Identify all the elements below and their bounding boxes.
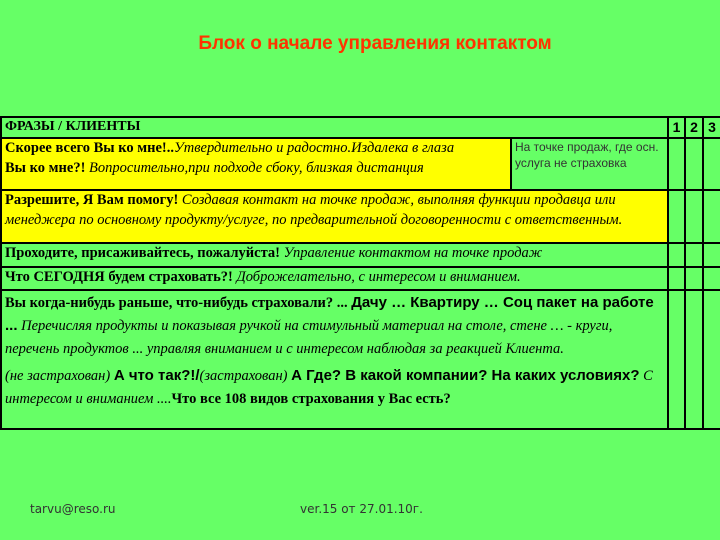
- score-cell: [685, 267, 703, 290]
- score-cell: [703, 138, 720, 190]
- phrase-bold: Скорее всего Вы ко мне!..: [5, 140, 175, 156]
- score-cell: [668, 190, 685, 243]
- score-cell: [703, 290, 720, 429]
- phrase-instruction: Утвердительно и радостно.Издалека в глаза: [174, 140, 455, 156]
- phrase-cell: [1, 138, 511, 190]
- score-cell: [668, 138, 685, 190]
- table-row: [1, 267, 720, 290]
- column-2-header: 2: [685, 117, 703, 138]
- table-row: [1, 138, 720, 190]
- phrase-cell: [1, 290, 668, 429]
- table-row: [1, 290, 720, 429]
- score-cell: [668, 243, 685, 267]
- phrase-instruction: Создавая контакт на точке продаж, выполняя функции продавца или менеджера по основному продукту/услуге, по предварительной договоренности с ответственным.: [5, 192, 623, 228]
- phrase-instruction: (застрахован): [199, 368, 288, 385]
- phrase-bold: Проходите, присаживайтесь, пожалуйста!: [5, 245, 280, 261]
- phrase-instruction: Вопросительно,при подходе сбоку, близкая дистанция: [89, 159, 424, 176]
- header-phrases-clients: ФРАЗЫ / КЛИЕНТЫ: [1, 117, 668, 138]
- context-note-line: услуга не страховка: [515, 156, 627, 171]
- table-header-row: [1, 117, 720, 138]
- phrase-instruction: Перечисляя продукты и показывая ручкой на стимульный материал на столе, стене … - круги, перечень продуктов ... управляя вниманием и с интересом наблюдая за реакцией Клиента.: [5, 318, 613, 357]
- slide-title: Блок о начале управления контактом: [198, 33, 552, 54]
- score-cell: [668, 290, 685, 429]
- score-cell: [703, 267, 720, 290]
- context-note: [511, 138, 668, 190]
- phrase-instruction: Управление контактом на точке продаж: [283, 245, 543, 261]
- phrase-cell: [1, 243, 668, 267]
- phrase-bold: Что СЕГОДНЯ будем страховать?!: [5, 269, 233, 285]
- column-3-header: 3: [703, 117, 720, 138]
- score-cell: [668, 267, 685, 290]
- phrase-bold: Вы когда-нибудь раньше, что-нибудь страховали? ...: [5, 295, 348, 311]
- phrase-bold: А Где? В какой компании? На каких условиях?: [291, 367, 640, 385]
- table-row: [1, 190, 720, 243]
- score-cell: [685, 243, 703, 267]
- score-cell: [685, 290, 703, 429]
- phrase-products: Дачу … Квартиру … Соц пакет на работе ...: [5, 294, 654, 335]
- phrase-bold: А что так?!/: [113, 367, 200, 385]
- score-cell: [685, 190, 703, 243]
- phrase-bold: Что все 108 видов страхования у Вас есть?: [171, 390, 451, 407]
- score-cell: [703, 243, 720, 267]
- table-row: [1, 243, 720, 267]
- phrases-table: [0, 116, 720, 430]
- phrase-bold: Вы ко мне?!: [5, 159, 86, 176]
- context-note-line: На точке продаж, где осн.: [515, 140, 659, 154]
- phrase-instruction: С интересом и вниманием ....: [5, 368, 653, 407]
- footer-email: tarvu@reso.ru: [30, 502, 116, 516]
- phrase-cell: [1, 190, 668, 243]
- phrase-cell: [1, 267, 668, 290]
- score-cell: [703, 190, 720, 243]
- phrase-instruction: Доброжелательно, с интересом и вниманием.: [236, 269, 521, 285]
- column-1-header: 1: [668, 117, 685, 138]
- score-cell: [685, 138, 703, 190]
- footer-version: ver.15 от 27.01.10г.: [300, 502, 423, 516]
- phrase-bold: Разрешите, Я Вам помогу!: [5, 192, 179, 208]
- phrase-instruction: (не застрахован): [5, 368, 111, 385]
